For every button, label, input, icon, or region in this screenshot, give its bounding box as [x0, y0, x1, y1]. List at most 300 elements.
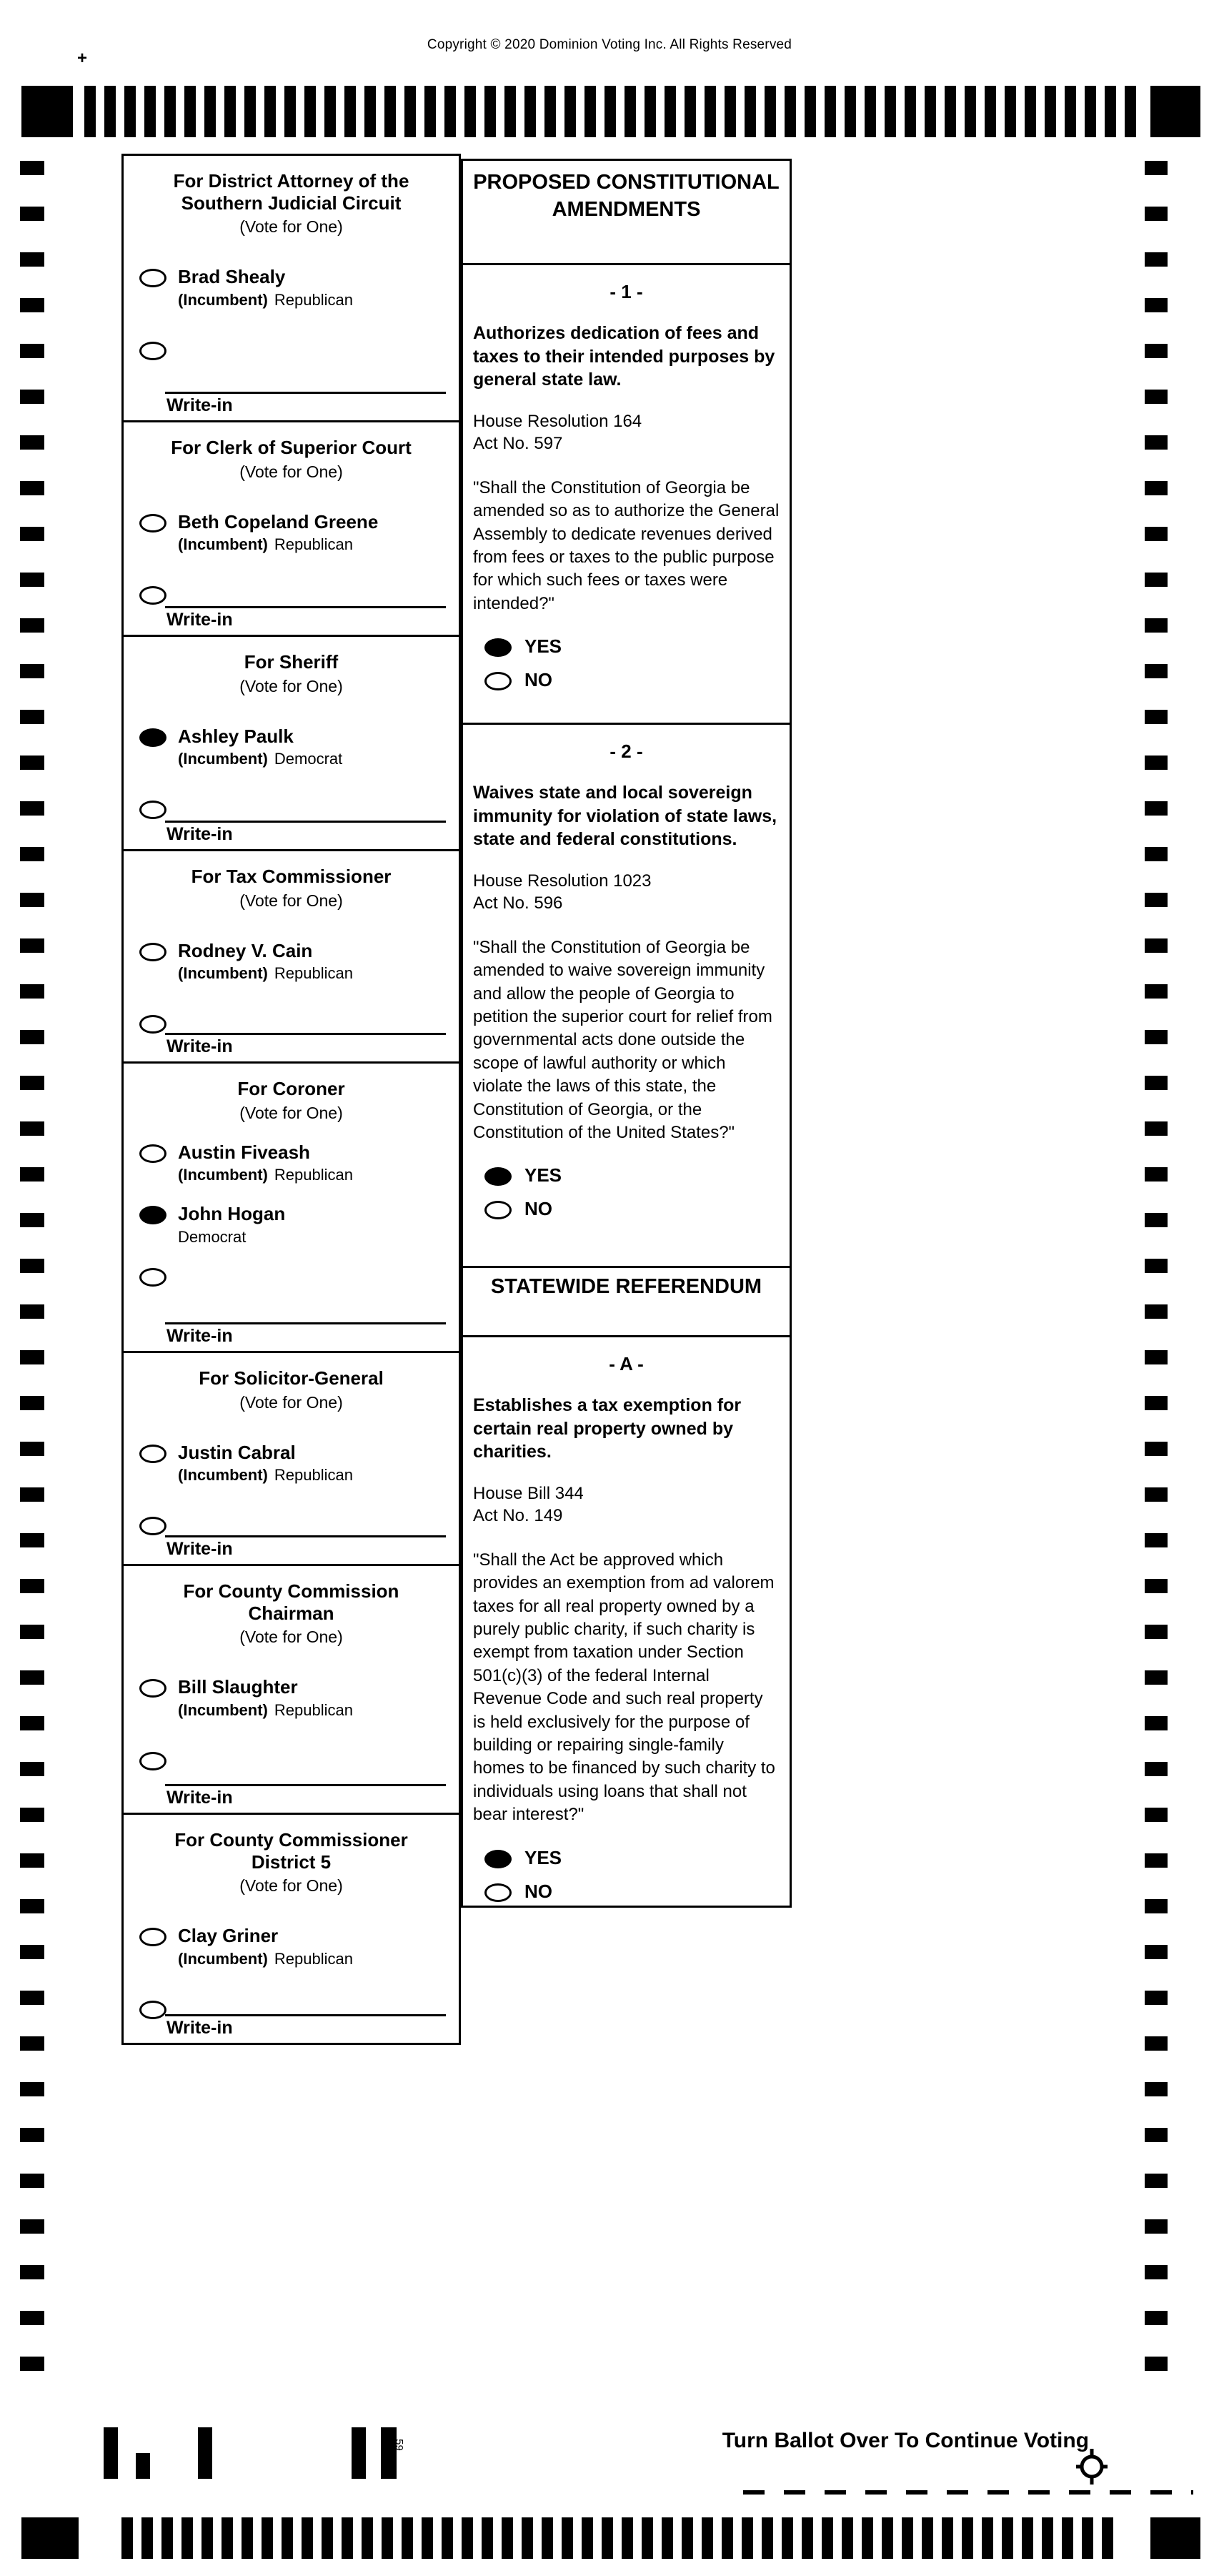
contest-section [124, 1351, 459, 1564]
authority-line: Act No. 597 [473, 434, 563, 454]
timing-block [1150, 2517, 1200, 2559]
timing-mark [1145, 801, 1168, 816]
yes-oval-filled[interactable] [484, 638, 512, 657]
timing-mark [742, 2517, 753, 2559]
candidate-party: Republican [274, 1466, 353, 1485]
contest-title: For County Commissioner District 5 [174, 1829, 408, 1873]
timing-mark [702, 2517, 713, 2559]
candidate-name: Rodney V. Cain [178, 939, 313, 961]
timing-mark [1025, 86, 1036, 137]
timing-mark [1145, 893, 1168, 907]
timing-mark [20, 527, 44, 541]
stub-bar [381, 2427, 397, 2479]
candidate-sub [178, 1950, 353, 1968]
timing-mark [20, 2265, 44, 2279]
measure-section [463, 263, 790, 723]
candidate-option [139, 1677, 459, 1720]
timing-mark [422, 2517, 433, 2559]
timing-mark [382, 2517, 393, 2559]
candidate-option [139, 726, 459, 769]
contest-section [124, 1061, 459, 1351]
write-in-label: Write-in [166, 1036, 233, 1056]
timing-mark [1145, 298, 1168, 312]
timing-mark [20, 1121, 44, 1136]
vote-for-instruction: (Vote for One) [239, 676, 343, 695]
timing-block [1150, 86, 1200, 137]
candidate-text [178, 267, 353, 309]
timing-mark [384, 86, 396, 137]
candidate-party: Republican [274, 290, 353, 309]
timing-mark [1145, 1442, 1168, 1456]
timing-mark [20, 1716, 44, 1730]
candidate-sub [178, 291, 353, 309]
yes-label: YES [524, 1846, 562, 1868]
timing-mark [842, 2517, 853, 2559]
write-in-area [165, 1535, 446, 1560]
timing-mark [1145, 435, 1168, 450]
measure-authority [473, 1482, 780, 1527]
contest-section [124, 170, 459, 420]
timing-mark [502, 2517, 513, 2559]
timing-mark [862, 2517, 873, 2559]
incumbent-label: (Incumbent) [178, 1466, 268, 1485]
timing-mark [1145, 2174, 1168, 2188]
timing-mark [1145, 756, 1168, 770]
timing-mark [1145, 1625, 1168, 1639]
timing-mark [1145, 390, 1168, 404]
timing-mark [945, 86, 956, 137]
timing-mark [625, 86, 636, 137]
contest-title: For Tax Commissioner [191, 866, 392, 887]
no-oval[interactable] [484, 1201, 512, 1219]
timing-mark [20, 344, 44, 358]
timing-mark [1005, 86, 1016, 137]
timing-mark [20, 161, 44, 175]
write-in-option [139, 340, 459, 360]
candidate-sub [178, 1701, 353, 1720]
write-in-area [165, 821, 446, 845]
candidate-text [178, 1204, 285, 1247]
copyright-text: Copyright © 2020 Dominion Voting Inc. All Rights Reserved [427, 37, 792, 52]
timing-mark [1145, 2357, 1168, 2371]
candidate-name: Beth Copeland Greene [178, 510, 379, 532]
timing-mark [765, 86, 776, 137]
timing-mark [1145, 2265, 1168, 2279]
timing-mark [20, 1304, 44, 1319]
timing-mark [121, 2517, 133, 2559]
timing-mark [1002, 2517, 1013, 2559]
incumbent-label: (Incumbent) [178, 290, 268, 309]
timing-mark [20, 1808, 44, 1822]
no-label: NO [524, 1198, 552, 1220]
timing-mark [20, 1853, 44, 1868]
timing-mark [885, 86, 896, 137]
write-in-label: Write-in [166, 610, 233, 630]
timing-mark [705, 86, 716, 137]
timing-mark [1145, 938, 1168, 953]
timing-mark [544, 86, 556, 137]
timing-mark [1145, 1533, 1168, 1547]
candidate-sub [178, 1228, 285, 1247]
timing-mark [20, 756, 44, 770]
timing-mark [562, 2517, 573, 2559]
write-in-oval[interactable] [139, 1268, 166, 1287]
timing-mark [20, 435, 44, 450]
write-in-option [139, 584, 459, 605]
timing-mark [20, 2357, 44, 2371]
candidate-party: Republican [274, 1949, 353, 1968]
timing-mark [104, 86, 116, 137]
write-in-oval[interactable] [139, 1015, 166, 1034]
timing-mark [20, 2036, 44, 2051]
candidate-sub [178, 750, 342, 768]
timing-mark [1145, 1945, 1168, 1959]
timing-mark [722, 2517, 733, 2559]
timing-mark [1145, 2082, 1168, 2096]
yes-option [484, 635, 780, 658]
timing-mark [1145, 1762, 1168, 1776]
timing-mark [342, 2517, 353, 2559]
timing-mark [1062, 2517, 1073, 2559]
contest-section [124, 420, 459, 635]
timing-mark [201, 2517, 213, 2559]
timing-mark [20, 2174, 44, 2188]
timing-mark [1145, 1899, 1168, 1913]
ballot-oval-filled[interactable] [139, 1206, 166, 1224]
candidate-name: Ashley Paulk [178, 725, 294, 747]
write-in-oval[interactable] [139, 801, 166, 819]
timing-mark [1145, 527, 1168, 541]
timing-mark [20, 1213, 44, 1227]
timing-mark [1145, 1396, 1168, 1410]
timing-mark [1145, 573, 1168, 587]
timing-mark [302, 2517, 313, 2559]
write-in-label: Write-in [166, 1539, 233, 1559]
timing-block [21, 2517, 79, 2559]
timing-mark [20, 1442, 44, 1456]
ballot-oval-filled[interactable] [139, 728, 166, 747]
ballot-oval[interactable] [139, 1928, 166, 1946]
timing-mark [484, 86, 496, 137]
timing-mark [1145, 1076, 1168, 1090]
write-in-area [165, 606, 446, 630]
stub-code-label: 59 [392, 2439, 405, 2451]
timing-mark [322, 2517, 333, 2559]
ballot-oval[interactable] [139, 943, 166, 961]
timing-mark [662, 2517, 673, 2559]
write-in-line[interactable] [165, 1535, 446, 1537]
measure-number: - A - [609, 1353, 644, 1374]
plus-registration-mark: + [77, 49, 88, 68]
candidate-text [178, 941, 353, 984]
write-in-line[interactable] [165, 392, 446, 394]
timing-mark [20, 1945, 44, 1959]
write-in-line[interactable] [165, 821, 446, 823]
timing-mark [244, 86, 256, 137]
timing-mark [444, 86, 456, 137]
measure-number: - 1 - [610, 281, 643, 302]
timing-mark [144, 86, 156, 137]
incumbent-label: (Incumbent) [178, 1949, 268, 1968]
timing-mark [264, 86, 276, 137]
stub-bar [136, 2453, 150, 2479]
timing-mark [20, 847, 44, 861]
timing-mark [602, 2517, 613, 2559]
timing-mark [20, 893, 44, 907]
timing-mark [1145, 1716, 1168, 1730]
authority-line: House Resolution 164 [473, 411, 642, 431]
timing-mark [20, 938, 44, 953]
candidate-text [178, 726, 342, 769]
timing-mark [845, 86, 856, 137]
timing-mark [362, 2517, 373, 2559]
contest-title: For Coroner [237, 1078, 345, 1099]
timing-mark [20, 2219, 44, 2234]
write-in-oval[interactable] [139, 2001, 166, 2019]
candidate-text [178, 1926, 353, 1968]
ballot-oval[interactable] [139, 269, 166, 287]
candidate-party: Democrat [274, 750, 343, 768]
contest-title: For Clerk of Superior Court [171, 437, 412, 458]
timing-mark [1145, 984, 1168, 999]
no-label: NO [524, 1880, 552, 1902]
timing-mark [20, 573, 44, 587]
yes-oval-filled[interactable] [484, 1850, 512, 1868]
write-in-area [165, 1784, 446, 1808]
timing-mark [725, 86, 736, 137]
vote-for-instruction: (Vote for One) [239, 1876, 343, 1896]
timing-mark [204, 86, 216, 137]
timing-mark [20, 2128, 44, 2142]
timing-mark [462, 2517, 473, 2559]
timing-mark [1105, 86, 1116, 137]
timing-mark [344, 86, 356, 137]
write-in-area [165, 1322, 446, 1347]
registration-crosshair-icon [1076, 2449, 1108, 2485]
write-in-line[interactable] [165, 1033, 446, 1035]
yes-option [484, 1847, 780, 1869]
contest-section [124, 849, 459, 1061]
no-option [484, 669, 780, 691]
no-option [484, 1198, 780, 1220]
timing-mark [524, 86, 536, 137]
ballot-oval[interactable] [139, 1445, 166, 1463]
timing-mark [222, 2517, 233, 2559]
incumbent-label: (Incumbent) [178, 750, 268, 768]
timing-mark [504, 86, 516, 137]
timing-mark [20, 1899, 44, 1913]
candidate-text [178, 1677, 353, 1720]
timing-mark [20, 1579, 44, 1593]
timing-mark [922, 2517, 933, 2559]
timing-mark [262, 2517, 273, 2559]
timing-mark [982, 2517, 993, 2559]
write-in-oval[interactable] [139, 586, 166, 605]
write-in-oval[interactable] [139, 1517, 166, 1535]
candidate-sub [178, 964, 353, 983]
timing-mark [1102, 2517, 1113, 2559]
timing-mark [1145, 1808, 1168, 1822]
no-oval[interactable] [484, 672, 512, 690]
timing-mark [404, 86, 416, 137]
incumbent-label: (Incumbent) [178, 535, 268, 554]
timing-mark [284, 86, 296, 137]
candidate-option [139, 1442, 459, 1485]
measure-question: "Shall the Act be approved which provides an exemption from ad valorem taxes for all real property owned by a purely public charity, if such charity is exempt from taxation under Section 501(c)(3) of the federal Internal Revenue Code and such real property is held exclusively for the purpose of building or repairing single-family homes to be financed by such charity to individuals using loans that shall not bear interest?" [473, 1550, 775, 1825]
timing-mark [20, 710, 44, 724]
yes-oval-filled[interactable] [484, 1167, 512, 1186]
timing-mark [1145, 1579, 1168, 1593]
contest-title: For Sheriff [244, 651, 339, 673]
timing-mark [1082, 2517, 1093, 2559]
timing-mark [805, 86, 816, 137]
timing-mark [902, 2517, 913, 2559]
yes-label: YES [524, 1164, 562, 1187]
timing-mark [905, 86, 916, 137]
timing-mark [1145, 2311, 1168, 2325]
measure-section [463, 723, 790, 1266]
turn-ballot-over-label: Turn Ballot Over To Continue Voting [722, 2429, 1089, 2452]
vote-for-instruction: (Vote for One) [239, 1392, 343, 1412]
timing-mark [1145, 481, 1168, 495]
timing-mark [762, 2517, 773, 2559]
timing-mark [582, 2517, 593, 2559]
contest-title: For County Commission Chairman [183, 1580, 399, 1624]
no-option [484, 1881, 780, 1903]
contest-section [124, 635, 459, 849]
timing-mark [1042, 2517, 1053, 2559]
timing-mark [324, 86, 336, 137]
timing-mark [604, 86, 616, 137]
no-label: NO [524, 669, 552, 691]
timing-mark [822, 2517, 833, 2559]
referendum-header: STATEWIDE REFERENDUM [463, 1266, 790, 1335]
timing-mark [482, 2517, 493, 2559]
authority-line: House Bill 344 [473, 1483, 584, 1503]
measure-summary: Establishes a tax exemption for certain real property owned by charities. [473, 1395, 742, 1462]
timing-mark [1145, 664, 1168, 678]
authority-line: House Resolution 1023 [473, 871, 652, 891]
measure-summary: Authorizes dedication of fees and taxes to their intended purposes by general state law. [473, 323, 775, 390]
timing-mark [20, 390, 44, 404]
timing-mark [1145, 1213, 1168, 1227]
timing-mark [20, 1350, 44, 1364]
timing-mark [242, 2517, 253, 2559]
timing-mark [20, 252, 44, 267]
timing-mark [1045, 86, 1056, 137]
timing-mark [20, 2311, 44, 2325]
incumbent-label: (Incumbent) [178, 964, 268, 983]
vote-for-instruction: (Vote for One) [239, 1103, 343, 1122]
measure-number: - 2 - [610, 740, 643, 762]
timing-mark [622, 2517, 633, 2559]
timing-mark [542, 2517, 553, 2559]
timing-mark [1145, 344, 1168, 358]
timing-mark [1145, 1487, 1168, 1502]
timing-mark [20, 298, 44, 312]
measure-question: "Shall the Constitution of Georgia be amended to waive sovereign immunity and allow the people of Georgia to petition the superior court for relief from governmental acts done outside the scope of lawful authority or which violate the laws of this state, the Constitution of Georgia, or the Constitution of the United States?" [473, 937, 772, 1142]
timing-mark [785, 86, 796, 137]
candidate-option [139, 267, 459, 309]
timing-mark [1145, 710, 1168, 724]
timing-mark [20, 481, 44, 495]
write-in-line[interactable] [165, 606, 446, 608]
candidate-option [139, 1142, 459, 1185]
timing-mark [522, 2517, 533, 2559]
timing-mark [20, 1030, 44, 1044]
write-in-label: Write-in [166, 1326, 233, 1346]
authority-line: Act No. 596 [473, 893, 563, 913]
timing-mark [464, 86, 476, 137]
timing-mark [1145, 1259, 1168, 1273]
timing-mark [20, 1625, 44, 1639]
timing-mark [865, 86, 876, 137]
yes-label: YES [524, 635, 562, 658]
timing-mark [1145, 618, 1168, 633]
timing-mark [1145, 161, 1168, 175]
write-in-oval[interactable] [139, 342, 166, 360]
timing-mark [84, 86, 96, 137]
write-in-area [165, 392, 446, 416]
timing-mark [1145, 207, 1168, 221]
candidate-text [178, 1142, 353, 1185]
ballot-oval[interactable] [139, 1679, 166, 1698]
candidate-text [178, 512, 378, 555]
write-in-line[interactable] [165, 2014, 446, 2016]
write-in-line[interactable] [165, 1784, 446, 1786]
measure-question: "Shall the Constitution of Georgia be amended so as to authorize the General Assembly to dedicate revenues derived from fees or taxes to the public purpose for which such fees or taxes were intended?" [473, 477, 780, 613]
timing-mark [20, 2082, 44, 2096]
timing-mark [181, 2517, 193, 2559]
timing-mark [1145, 1030, 1168, 1044]
timing-mark [802, 2517, 813, 2559]
timing-mark [682, 2517, 693, 2559]
measure-section [463, 1335, 790, 1906]
ballot-oval[interactable] [139, 1144, 166, 1163]
write-in-label: Write-in [166, 395, 233, 415]
timing-mark [124, 86, 136, 137]
vote-for-instruction: (Vote for One) [239, 891, 343, 910]
timing-mark [1145, 2219, 1168, 2234]
timing-mark [20, 984, 44, 999]
timing-mark [1145, 252, 1168, 267]
timing-mark [184, 86, 196, 137]
ballot-oval[interactable] [139, 514, 166, 532]
no-oval[interactable] [484, 1883, 512, 1902]
timing-mark [825, 86, 836, 137]
candidate-option [139, 1926, 459, 1968]
timing-mark [745, 86, 756, 137]
write-in-oval[interactable] [139, 1752, 166, 1770]
timing-mark [1145, 847, 1168, 861]
timing-mark [1125, 86, 1136, 137]
timing-mark [20, 664, 44, 678]
timing-mark [782, 2517, 793, 2559]
candidate-party: Republican [274, 535, 353, 554]
write-in-line[interactable] [165, 1322, 446, 1324]
candidate-sub [178, 1466, 353, 1485]
incumbent-label: (Incumbent) [178, 1166, 268, 1184]
measure-authority [473, 410, 780, 455]
measure-authority [473, 870, 780, 915]
timing-mark [1022, 2517, 1033, 2559]
timing-mark [141, 2517, 153, 2559]
candidate-party: Republican [274, 964, 353, 983]
timing-mark [20, 1396, 44, 1410]
stub-bar [198, 2427, 212, 2479]
candidate-name: John Hogan [178, 1203, 286, 1225]
amendments-header: PROPOSED CONSTITUTIONAL AMENDMENTS [473, 171, 780, 221]
